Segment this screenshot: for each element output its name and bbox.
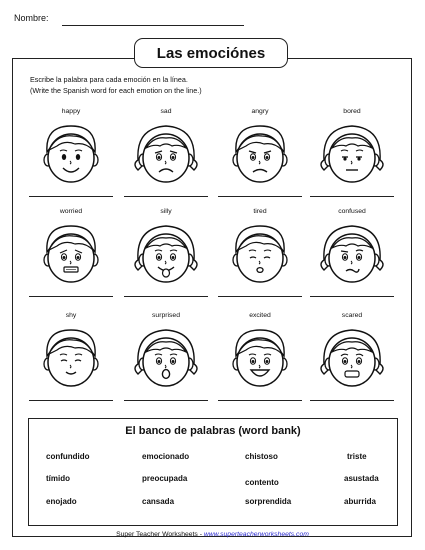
scared-face-icon	[312, 322, 392, 388]
answer-line-tired[interactable]	[218, 296, 302, 297]
tired-face-icon	[220, 218, 300, 284]
answer-line-confused[interactable]	[310, 296, 394, 297]
emotion-label-worried: worried	[59, 208, 83, 215]
word-bank-title: El banco de palabras (word bank)	[125, 425, 301, 437]
footer	[0, 531, 425, 538]
worried-face-icon	[31, 218, 111, 284]
sad-face-icon	[126, 118, 206, 184]
bank-word: preocupada	[142, 474, 188, 483]
emotion-label-excited: excited	[249, 312, 271, 319]
emotion-label-shy: shy	[65, 312, 77, 319]
answer-line-happy[interactable]	[29, 196, 113, 197]
answer-line-shy[interactable]	[29, 400, 113, 401]
answer-line-scared[interactable]	[310, 400, 394, 401]
name-line[interactable]	[62, 25, 244, 26]
emotion-label-silly: silly	[160, 208, 172, 215]
bank-word: tímido	[46, 474, 70, 483]
instruction-spanish: Escribe la palabra para cada emoción en la línea.	[30, 75, 188, 84]
answer-line-angry[interactable]	[218, 196, 302, 197]
bank-word: chistoso	[245, 452, 278, 461]
footer-url[interactable]: www.superteacherworksheets.com	[203, 531, 309, 538]
instruction-english: (Write the Spanish word for each emotion on the line.)	[30, 86, 202, 95]
surprised-face-icon	[126, 322, 206, 388]
confused-face-icon	[312, 218, 392, 284]
name-label: Nombre:	[14, 13, 49, 23]
happy-face-icon	[31, 118, 111, 184]
angry-face-icon	[220, 118, 300, 184]
bank-word: contento	[245, 478, 279, 487]
silly-face-icon	[126, 218, 206, 284]
emotion-label-sad: sad	[160, 108, 172, 115]
shy-face-icon	[31, 322, 111, 388]
emotion-label-angry: angry	[251, 108, 269, 115]
bank-word: emocionado	[142, 452, 190, 461]
worksheet-title: Las emociónes	[134, 38, 288, 68]
emotion-label-happy: happy	[61, 108, 81, 115]
bank-word: confundido	[46, 452, 90, 461]
answer-line-silly[interactable]	[124, 296, 208, 297]
bored-face-icon	[312, 118, 392, 184]
emotion-label-scared: scared	[341, 312, 363, 319]
emotion-label-confused: confused	[338, 208, 366, 215]
bank-word: aburrida	[344, 497, 377, 506]
bank-word: triste	[347, 452, 367, 461]
answer-line-sad[interactable]	[124, 196, 208, 197]
bank-word: sorprendida	[245, 497, 292, 506]
emotion-label-surprised: surprised	[152, 312, 180, 319]
emotion-label-bored: bored	[343, 108, 361, 115]
bank-word: enojado	[46, 497, 77, 506]
answer-line-surprised[interactable]	[124, 400, 208, 401]
answer-line-bored[interactable]	[310, 196, 394, 197]
bank-word: cansada	[142, 497, 175, 506]
answer-line-excited[interactable]	[218, 400, 302, 401]
answer-line-worried[interactable]	[29, 296, 113, 297]
footer-text: Super Teacher Worksheets -	[116, 531, 204, 538]
bank-word: asustada	[344, 474, 379, 483]
excited-face-icon	[220, 322, 300, 388]
emotion-label-tired: tired	[253, 208, 267, 215]
